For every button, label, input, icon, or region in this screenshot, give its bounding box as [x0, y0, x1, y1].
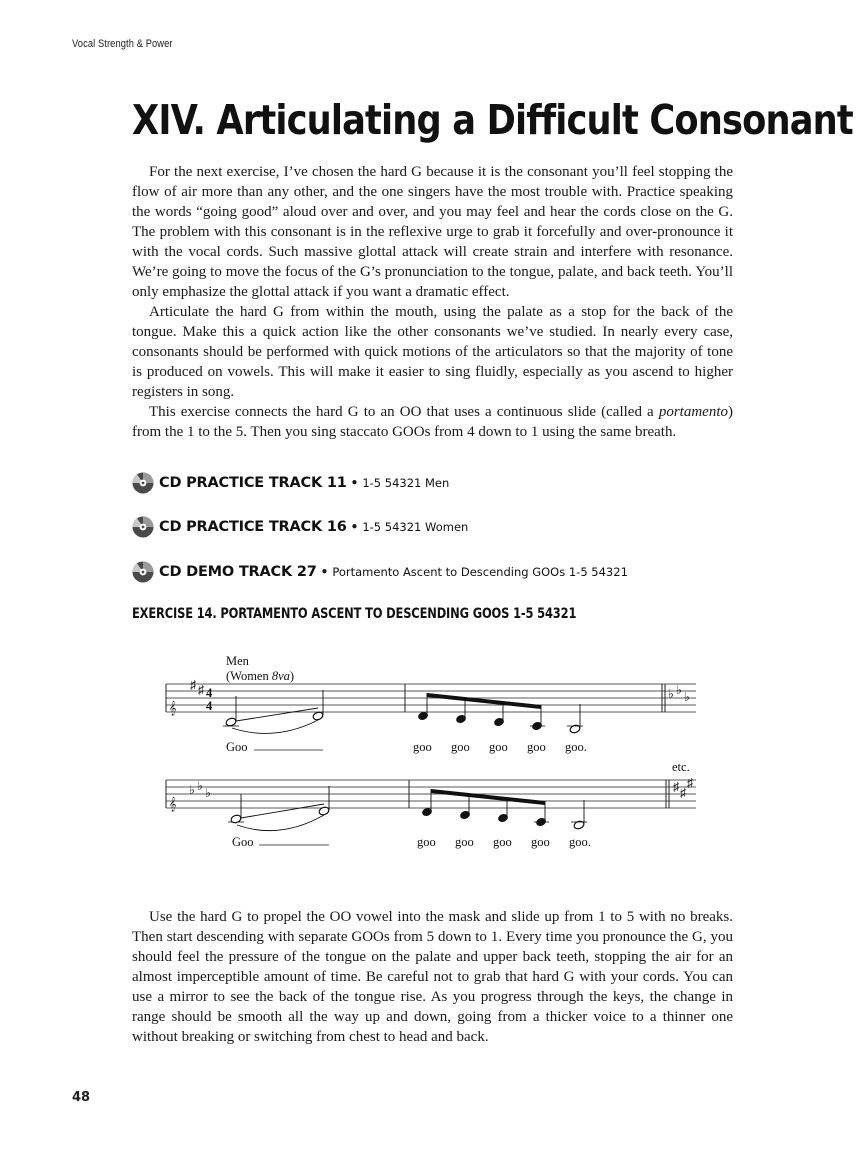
sharp-sign-icon: ♯: [190, 678, 197, 692]
lyric: goo: [493, 835, 512, 849]
voice-label: Men: [226, 654, 249, 668]
intro-paragraph-1: For the next exercise, I’ve chosen the hard G because it is the consonant you’ll feel stopping the flow of air more than any other, and the one singers have the most trouble with. Practice speaking the words “going good” aloud over and over, and you may feel and hear the cords close on the G. The problem with this consonant is in the reflexive urge to grab it forcefully and over-pronounce it with the vocal cords. Such massive glottal attack will create strain and interfere with resonance. We’re going to move the focus of the G’s pronunciation to the tongue, palate, and back teeth. You’ll only emphasize the glottal attack if you want a dramatic effect.: [132, 164, 733, 300]
time-signature-top: 4: [206, 686, 213, 700]
sharp-sign-icon: ♯: [673, 780, 680, 794]
sharp-sign-icon: ♯: [687, 776, 694, 790]
lyric: goo: [413, 740, 432, 754]
track-description: 1-5 54321 Women: [362, 520, 469, 534]
lyric: Goo: [226, 740, 248, 754]
closing-text: [132, 907, 733, 1047]
staff-system-1: [166, 684, 696, 712]
flat-sign-icon: ♭: [197, 779, 203, 793]
track-separator: •: [350, 520, 359, 534]
track-label: CD PRACTICE TRACK 11: [159, 475, 347, 491]
track-label: CD DEMO TRACK 27: [159, 564, 317, 580]
lyric: goo: [455, 835, 474, 849]
flat-sign-icon: ♭: [205, 786, 211, 800]
lyric: goo: [531, 835, 550, 849]
treble-clef-icon: 𝄞: [169, 797, 177, 811]
intro-paragraph-3-before: This exercise connects the hard G to an OO that uses a continuous slide (called a: [149, 404, 659, 420]
track-separator: •: [320, 565, 329, 579]
etc-label: etc.: [672, 760, 690, 774]
lyric: goo.: [569, 835, 591, 849]
track-description: Portamento Ascent to Descending GOOs 1-5 54321: [332, 565, 628, 579]
track-label: CD PRACTICE TRACK 16: [159, 519, 347, 535]
lyric: goo: [451, 740, 470, 754]
closing-paragraph: Use the hard G to propel the OO vowel into the mask and slide up from 1 to 5 with no breaks. Then start descending with separate GOOs from 5 down to 1. Every time you pronounce the G, you should feel the pressure of the tongue on the palate and upper back teeth, stopping the air for an almost imperceptible amount of time. Be careful not to grab that hard G with your cords. You can use a mirror to see the back of the tongue rise. As you progress through the keys, the change in range should be smooth all the way up and down, going from a thicker voice to a thinner one without breaking or switching from chest to head and back.: [132, 909, 733, 1045]
track-description: 1-5 54321 Men: [362, 476, 450, 490]
track-separator: •: [350, 476, 359, 490]
running-head: Vocal Strength & Power: [72, 38, 173, 50]
time-signature-bottom: 4: [206, 699, 213, 713]
voice-label-alt: (Women 8va): [226, 669, 295, 683]
treble-clef-icon: 𝄞: [169, 701, 177, 715]
portamento-term: portamento: [658, 404, 728, 420]
page-title: XIV. Articulating a Difficult Consonant: [132, 96, 853, 144]
intro-paragraph-2: Articulate the hard G from within the mouth, using the palate as a stop for the back of the tongue. Make this a quick action like the other consonants we’ve studied. In nearly every case, consonants should be performed with quick motions of the articulators so that the majority of tone is produced on vowels. This will make it easier to sing fluidly, especially as you ascend to higher registers in song.: [132, 304, 733, 400]
lyric: goo: [417, 835, 436, 849]
lyric: goo.: [565, 740, 587, 754]
intro-paragraph-3-after: ) from the 1 to the 5. Then you sing staccato GOOs from 4 down to 1 using the same breath.: [132, 404, 733, 440]
flat-sign-icon: ♭: [676, 683, 682, 697]
flat-sign-icon: ♭: [668, 687, 674, 701]
sharp-sign-icon: ♯: [680, 786, 687, 800]
lyric: Goo: [232, 835, 254, 849]
flat-sign-icon: ♭: [684, 690, 690, 704]
flat-sign-icon: ♭: [189, 783, 195, 797]
lyric: goo: [489, 740, 508, 754]
exercise-heading: EXERCISE 14. PORTAMENTO ASCENT TO DESCENDING GOOS 1-5 54321: [132, 606, 577, 622]
lyric: goo: [527, 740, 546, 754]
page-number: 48: [72, 1090, 91, 1105]
sharp-sign-icon: ♯: [198, 683, 205, 697]
